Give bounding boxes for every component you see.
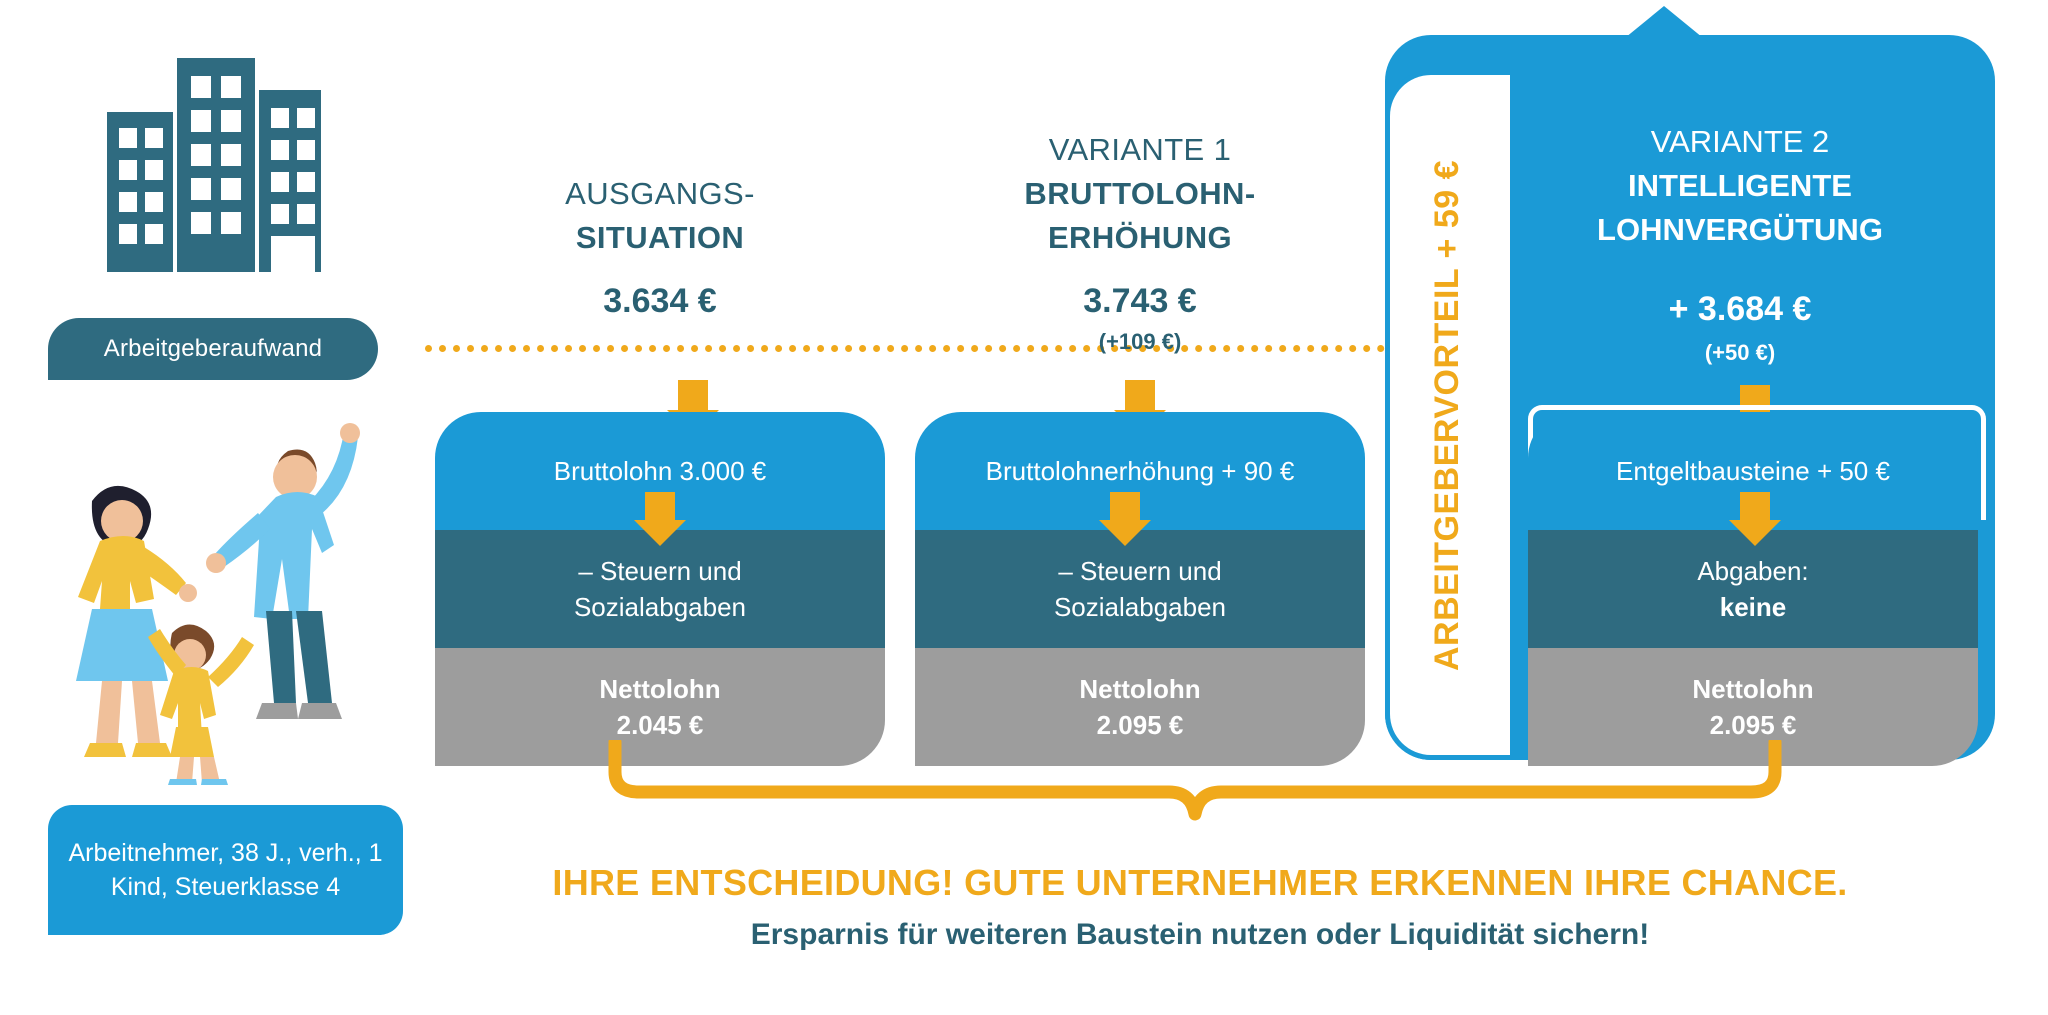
- column-2-title-line2: BRUTTOLOHN-: [1024, 176, 1256, 211]
- employer-cost-text: Arbeitgeberaufwand: [103, 335, 323, 362]
- variant-2-net-value: 2.095 €: [1709, 710, 1797, 740]
- variant-2-title-line1: VARIANTE 2: [1650, 124, 1830, 159]
- variant-2-title: [1500, 120, 1980, 252]
- family-illustration: [40, 405, 390, 785]
- column-2-net-label: Nettolohn: [1079, 674, 1201, 704]
- footer-subline: Ersparnis für weiteren Baustein nutzen oder Liquidität sichern!: [750, 918, 1650, 951]
- column-1-arrow-stem: [678, 380, 708, 412]
- column-2-title-line3: ERHÖHUNG: [1047, 220, 1233, 255]
- variant-2-entgelt-label: Entgeltbausteine + 50 €: [1616, 455, 1890, 486]
- comparison-brace: [605, 740, 1785, 830]
- variant-2-panel-pointer: [1620, 6, 1708, 42]
- office-building-icon: [95, 50, 355, 280]
- employer-cost-label: [48, 318, 378, 380]
- column-1-title-line2: SITUATION: [575, 220, 745, 255]
- variant-2-abgaben-label: Abgaben:: [1697, 556, 1809, 586]
- column-1-net-value: 2.045 €: [616, 710, 704, 740]
- column-2-deductions-label2: Sozialabgaben: [1053, 592, 1227, 622]
- column-2-net-value: 2.095 €: [1096, 710, 1184, 740]
- column-1-amount: 3.634 €: [603, 282, 717, 320]
- column-2-deductions-label: – Steuern und: [1058, 556, 1222, 586]
- column-2-title-line1: VARIANTE 1: [1048, 132, 1232, 167]
- employer-advantage-text: ARBEITGEBERVORTEIL + 59 €: [1428, 159, 1466, 671]
- variant-2-stack: [1528, 412, 1978, 766]
- column-variante-1: [915, 128, 1365, 355]
- column-1-deductions-label: – Steuern und: [578, 556, 742, 586]
- column-ausgangssituation: [435, 172, 885, 321]
- column-2-arrow-stem-2: [1110, 492, 1140, 522]
- column-2-amount: 3.743 €: [1083, 282, 1197, 320]
- variant-2-title-line2: INTELLIGENTE: [1628, 168, 1852, 203]
- column-1-title: [435, 172, 885, 260]
- variant-2-arrow-stem-2: [1740, 492, 1770, 522]
- variant-2-amount: + 3.684 €: [1668, 290, 1812, 328]
- column-1-title-line1: AUSGANGS-: [565, 176, 755, 211]
- column-1-arrow-icon-2: [634, 520, 686, 546]
- column-2-segment-deductions: [915, 530, 1365, 648]
- variant-2-net-label: Nettolohn: [1692, 674, 1814, 704]
- column-1-stack: [435, 412, 885, 766]
- column-2-segment-gross-increase: [915, 412, 1365, 530]
- column-2-stack: [915, 412, 1365, 766]
- variant-2-delta: (+50 €): [1704, 340, 1776, 365]
- column-2-delta: (+109 €): [1098, 329, 1182, 354]
- column-1-arrow-stem-2: [645, 492, 675, 522]
- employee-profile-text: Arbeitnehmer, 38 J., verh., 1 Kind, Steuerklasse 4: [68, 839, 383, 901]
- column-1-net-label: Nettolohn: [599, 674, 721, 704]
- column-1-segment-deductions: [435, 530, 885, 648]
- variant-2-arrow-icon-2: [1729, 520, 1781, 546]
- column-2-arrow-stem: [1125, 380, 1155, 412]
- column-2-gross-label: Bruttolohnerhöhung + 90 €: [985, 455, 1295, 486]
- variant-2-title-line3: LOHNVERGÜTUNG: [1597, 212, 1883, 247]
- employer-advantage-label: [1385, 70, 1510, 760]
- column-2-title: [915, 128, 1365, 260]
- variant-2-abgaben-value: keine: [1719, 592, 1787, 622]
- footer-slogan: IHRE ENTSCHEIDUNG! GUTE UNTERNEHMER ERKENNEN IHRE CHANCE.: [552, 862, 1848, 903]
- variant-2-segment-abgaben: [1528, 530, 1978, 648]
- employee-profile-label: [48, 805, 403, 935]
- column-1-gross-label: Bruttolohn 3.000 €: [553, 455, 767, 486]
- column-2-arrow-icon-2: [1099, 520, 1151, 546]
- column-1-deductions-label2: Sozialabgaben: [573, 592, 747, 622]
